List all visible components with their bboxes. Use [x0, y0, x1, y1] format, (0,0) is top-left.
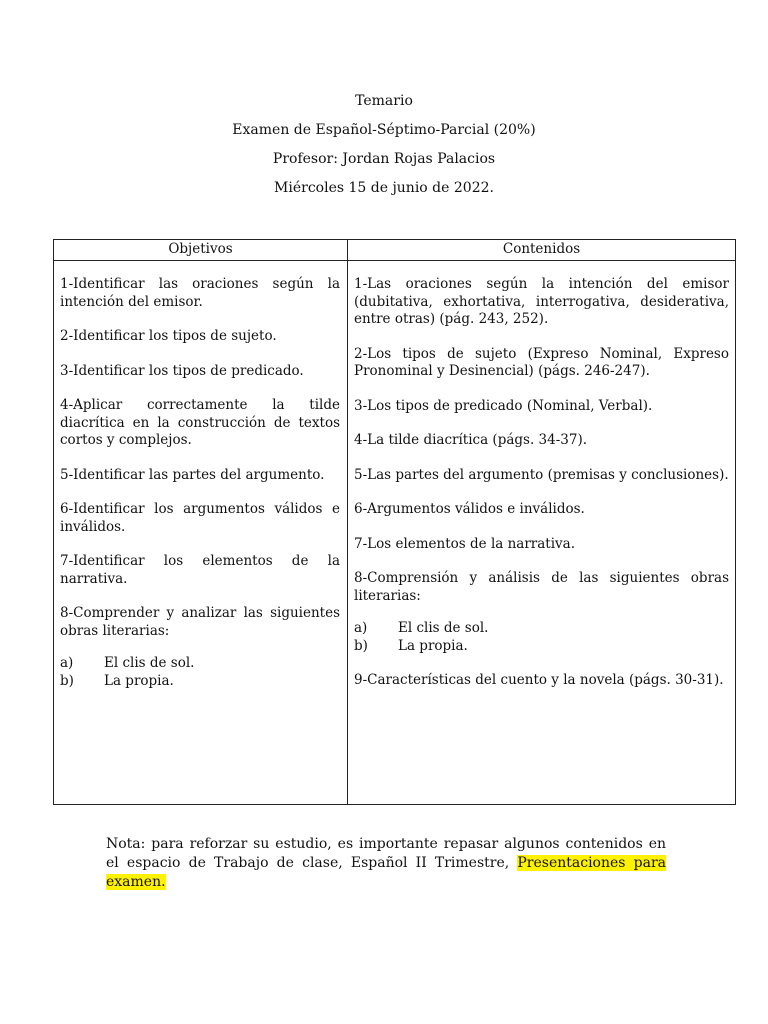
- obra-title: La propia.: [398, 637, 468, 654]
- table-header-row: [54, 240, 735, 261]
- exam-name: Examen de Español-Séptimo-Parcial (20%): [232, 122, 536, 138]
- list-marker: a): [354, 620, 368, 636]
- teacher-name: Profesor: Jordan Rojas Palacios: [272, 151, 496, 167]
- objetivo-item: 8-Comprender y analizar las siguientes obras literarias:: [60, 605, 340, 639]
- objetivo-item: 2-Identificar los tipos de sujeto.: [60, 328, 277, 344]
- contenido-item: 2-Los tipos de sujeto (Expreso Nominal, Expreso Pronominal y Desinencial) (págs. 246-247).: [354, 345, 729, 379]
- list-item: [354, 620, 729, 638]
- objetivos-obras-list: [60, 655, 340, 690]
- objetivo-item: 4-Aplicar correctamente la tilde diacrítica en la construcción de textos cortos y complejos.: [60, 397, 340, 448]
- list-marker: a): [60, 655, 74, 671]
- objetivo-item: 7-Identificar los elementos de la narrativa.: [60, 553, 340, 587]
- objetivos-column: [60, 276, 340, 707]
- contenido-item: 7-Los elementos de la narrativa.: [354, 535, 576, 552]
- obra-title: La propia.: [104, 672, 174, 689]
- study-note: [106, 835, 666, 892]
- header-objetivos: Objetivos: [168, 241, 233, 257]
- contenido-item: 8-Comprensión y análisis de las siguientes obras literarias:: [354, 570, 729, 604]
- obra-title: El clis de sol.: [398, 620, 489, 636]
- list-item: [60, 655, 340, 673]
- note-highlighted-text: Presentaciones para examen.: [106, 855, 666, 890]
- contenidos-column: [354, 276, 729, 707]
- document-header: [0, 90, 768, 206]
- objetivo-item: 3-Identificar los tipos de predicado.: [60, 362, 304, 379]
- column-divider: [347, 240, 348, 804]
- contenido-item: 5-Las partes del argumento (premisas y conclusiones).: [354, 466, 729, 483]
- objetivo-item: 1-Identificar las oraciones según la intención del emisor.: [60, 276, 340, 310]
- objetivo-item: 6-Identificar los argumentos válidos e inválidos.: [60, 501, 340, 535]
- document-title: Temario: [355, 93, 413, 109]
- note-text: Nota: para reforzar su estudio, es importante repasar algunos contenidos en el espacio de Trabajo de clase, Español II Trimestre,: [106, 836, 666, 871]
- syllabus-table: [53, 239, 736, 805]
- list-item: [354, 638, 729, 656]
- contenido-item: 3-Los tipos de predicado (Nominal, Verbal).: [354, 397, 653, 414]
- obra-title: El clis de sol.: [104, 655, 195, 671]
- list-marker: b): [60, 672, 74, 689]
- contenido-item: 4-La tilde diacrítica (págs. 34-37).: [354, 432, 588, 448]
- contenido-item: 9-Características del cuento y la novela (págs. 30-31).: [354, 672, 724, 688]
- objetivo-item: 5-Identificar las partes del argumento.: [60, 466, 325, 483]
- header-contenidos: Contenidos: [502, 241, 581, 257]
- list-item: [60, 673, 340, 691]
- contenidos-obras-list: [354, 620, 729, 655]
- contenido-item: 1-Las oraciones según la intención del emisor (dubitativa, exhortativa, interrogativa, desiderativa, entre otras) (pág. 243, 252).: [354, 276, 729, 327]
- exam-date: Miércoles 15 de junio de 2022.: [274, 180, 494, 196]
- list-marker: b): [354, 637, 368, 654]
- contenido-item: 6-Argumentos válidos e inválidos.: [354, 501, 585, 517]
